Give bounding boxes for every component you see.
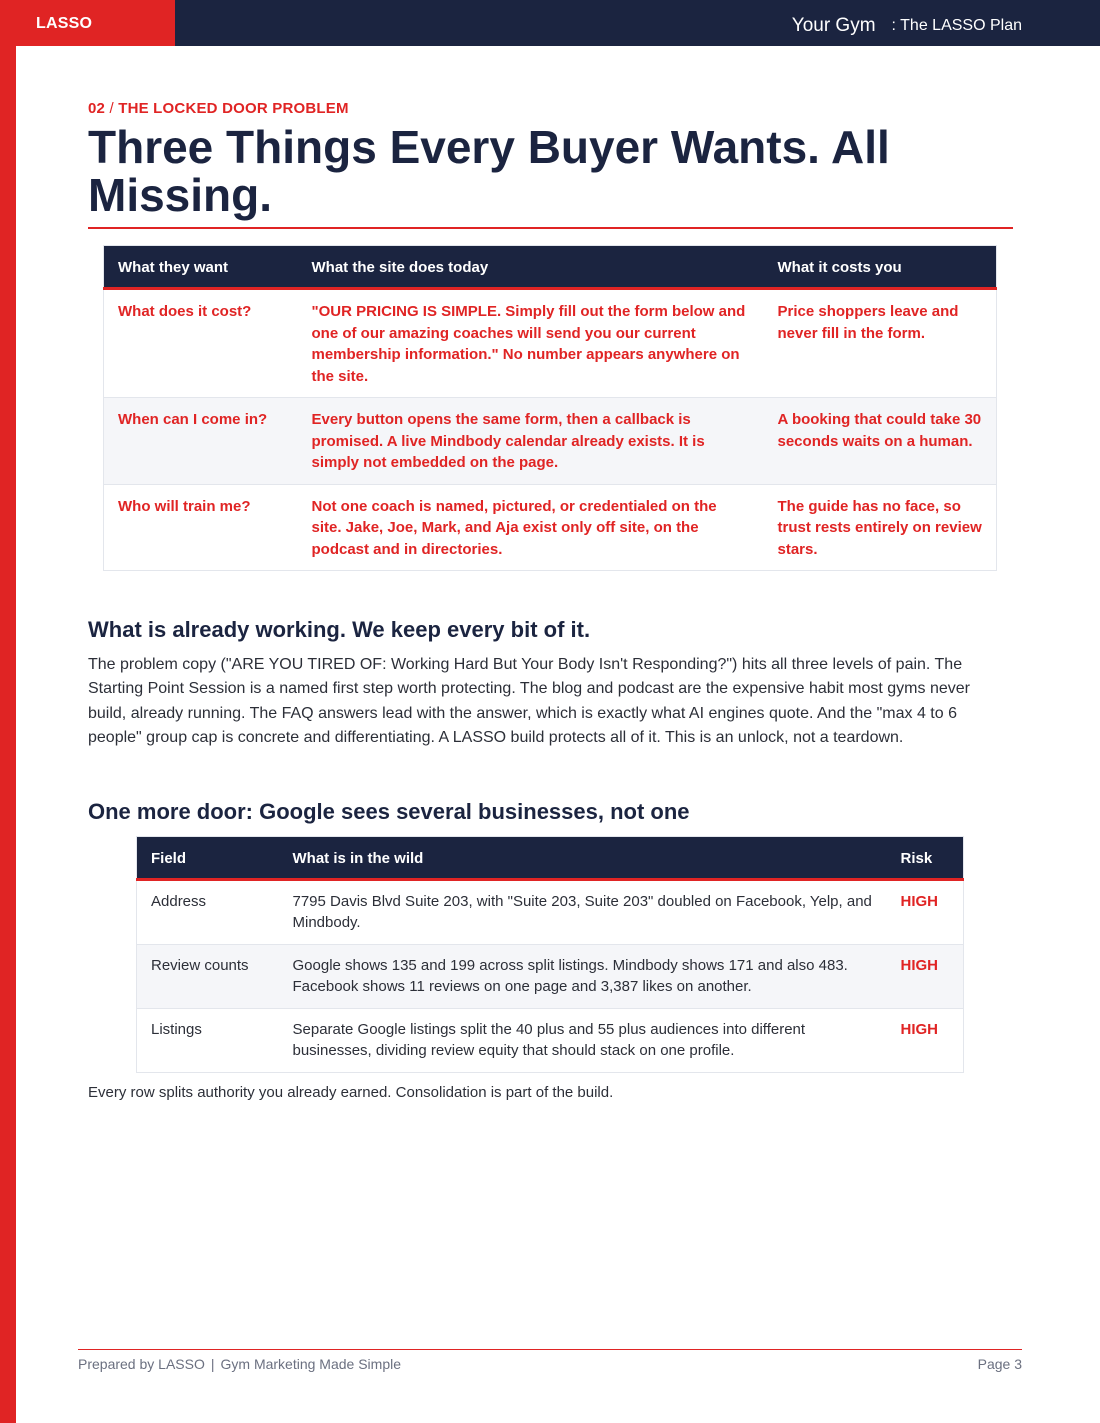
section-label: THE LOCKED DOOR PROBLEM xyxy=(118,100,349,117)
page-header xyxy=(0,0,1100,46)
table-row xyxy=(104,484,997,571)
section-separator: / xyxy=(109,100,114,117)
working-heading: What is already working. We keep every bit of it. xyxy=(88,617,591,642)
site-today-cell: Every button opens the same form, then a callback is promised. A live Mindbody calendar already exists. It is simply not embedded on the page. xyxy=(298,398,764,485)
want-cell: What does it cost? xyxy=(104,289,298,398)
brand-block xyxy=(0,0,175,46)
footer-credit xyxy=(78,1356,401,1372)
cost-cell: Price shoppers leave and never fill in the form. xyxy=(764,289,997,398)
column-header: What it costs you xyxy=(764,246,997,289)
table-header-row xyxy=(104,246,997,289)
main-content xyxy=(88,100,1013,1101)
risk-badge: HIGH xyxy=(887,944,964,1008)
brand-logo-text: LASSO xyxy=(36,15,93,32)
google-heading: One more door: Google sees several businesses, not one xyxy=(88,798,690,824)
header-title xyxy=(792,14,1022,36)
table-row xyxy=(137,1008,964,1072)
column-header: What the site does today xyxy=(298,246,764,289)
site-today-cell: "OUR PRICING IS SIMPLE. Simply fill out the form below and one of our amazing coaches will send you our current membership information." No number appears anywhere on the site. xyxy=(298,289,764,398)
consolidation-note: Every row splits authority you already earned. Consolidation is part of the build. xyxy=(88,1083,614,1101)
gym-name: Your Gym xyxy=(791,15,876,36)
google-listings-table xyxy=(136,836,964,1073)
table-row xyxy=(137,879,964,944)
cost-cell: A booking that could take 30 seconds waits on a human. xyxy=(764,398,997,485)
column-header: What is in the wild xyxy=(279,836,887,879)
plan-title: : The LASSO Plan xyxy=(891,17,1022,34)
risk-badge: HIGH xyxy=(887,1008,964,1072)
field-cell: Listings xyxy=(137,1008,279,1072)
column-header: What they want xyxy=(104,246,298,289)
column-header: Field xyxy=(137,836,279,879)
working-paragraph: The problem copy ("ARE YOU TIRED OF: Working Hard But Your Body Isn't Responding?") hits all three levels of pain. The Starting Point Session is a named first step worth protecting. The blog and podcast are the expensive habit most gyms never build, already running. The FAQ answers lead with the answer, which is exactly what AI engines quote. And the "max 4 to 6 people" group cap is concrete and differentiating. A LASSO build protects all of it. This is an unlock, not a teardown. xyxy=(88,656,970,747)
buyer-wants-table xyxy=(103,245,997,571)
table-row xyxy=(137,944,964,1008)
section-kicker xyxy=(88,100,1013,117)
footer-separator: | xyxy=(210,1356,215,1372)
site-today-cell: Not one coach is named, pictured, or credentialed on the site. Jake, Joe, Mark, and Aja exist only off site, on the podcast and in directories. xyxy=(298,484,764,571)
page-number: Page 3 xyxy=(977,1356,1022,1372)
field-cell: Address xyxy=(137,879,279,944)
left-accent-stripe xyxy=(0,0,16,1423)
prepared-by: Prepared by LASSO xyxy=(78,1356,205,1372)
table-row xyxy=(104,289,997,398)
page-title: Three Things Every Buyer Wants. All Missing. xyxy=(88,121,890,221)
cost-cell: The guide has no face, so trust rests entirely on review stars. xyxy=(764,484,997,571)
table-row xyxy=(104,398,997,485)
footer-divider xyxy=(78,1349,1022,1350)
column-header: Risk xyxy=(887,836,964,879)
title-divider xyxy=(88,227,1013,229)
risk-badge: HIGH xyxy=(887,879,964,944)
want-cell: When can I come in? xyxy=(104,398,298,485)
wild-cell: Google shows 135 and 199 across split listings. Mindbody shows 171 and also 483. Facebook shows 11 reviews on one page and 3,387 likes on another. xyxy=(279,944,887,1008)
want-cell: Who will train me? xyxy=(104,484,298,571)
section-number: 02 xyxy=(88,100,106,117)
wild-cell: Separate Google listings split the 40 plus and 55 plus audiences into different businesses, dividing review equity that should stack on one profile. xyxy=(279,1008,887,1072)
footer-tagline: Gym Marketing Made Simple xyxy=(220,1356,402,1372)
table-header-row xyxy=(137,836,964,879)
field-cell: Review counts xyxy=(137,944,279,1008)
wild-cell: 7795 Davis Blvd Suite 203, with "Suite 203, Suite 203" doubled on Facebook, Yelp, and Mindbody. xyxy=(279,879,887,944)
